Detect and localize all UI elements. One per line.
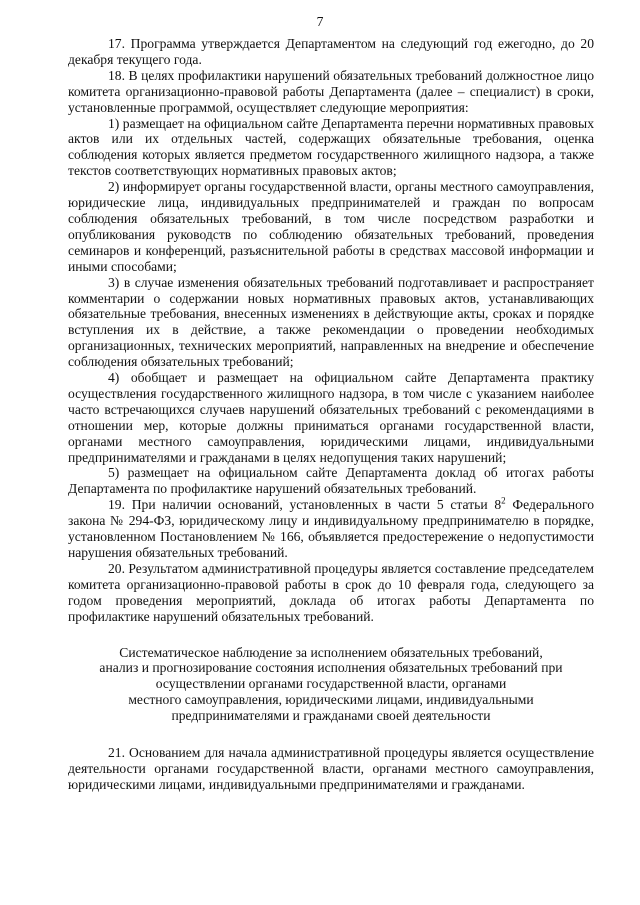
heading-line: предпринимателями и гражданами своей деятельности bbox=[171, 708, 491, 724]
paragraph-18-item-3: 3) в случае изменения обязательных требований подготавливает и распространяет комментарии о содержании новых нормативных правовых актов, устанавливающих обязательные требования, внесенных изменениях в действующие акты, сроках и порядке вступления их в действие, а также рекомендации о проведении необходимых организационных, технических мероприятий, направленных на внедрение и обеспечение соблюдения обязательных требований; bbox=[68, 274, 594, 370]
paragraph-19-start: 19. При наличии оснований, установленных в части 5 статьи 8 bbox=[108, 497, 502, 513]
heading-line: местного самоуправления, юридическими лицами, индивидуальными bbox=[128, 692, 534, 708]
paragraph-18-item-1: 1) размещает на официальном сайте Департамента перечни нормативных правовых актов или их отдельных частей, содержащих обязательные требования, оценка соблюдения которых является предметом государственного жилищного надзора, а также текстов соответствующих нормативных правовых актов; bbox=[68, 115, 594, 179]
heading-line: осуществлении органами государственной власти, органами bbox=[155, 676, 507, 692]
article-superscript: 2 bbox=[501, 495, 506, 506]
heading-line: анализ и прогнозирование состояния исполнения обязательных требований при bbox=[99, 660, 563, 676]
paragraph-18: 18. В целях профилактики нарушений обязательных требований должностное лицо комитета организационно-правовой работы Департамента (далее – специалист) в сроки, установленные программой, осуществляет следующие мероприятия: bbox=[68, 67, 594, 115]
paragraph-18-item-5: 5) размещает на официальном сайте Департамента доклад об итогах работы Департамента по профилактике нарушений обязательных требований. bbox=[68, 465, 594, 497]
paragraph-20: 20. Результатом административной процедуры является составление председателем комитета организационно-правовой работы в срок до 10 февраля года, следующего за годом проведения мероприятий, доклада об итогах работы Департамента по профилактике нарушений обязательных требований. bbox=[68, 560, 594, 624]
paragraph-18-item-2: 2) информирует органы государственной власти, органы местного самоуправления, юридические лица, индивидуальных предпринимателей и граждан по вопросам соблюдения обязательных требований, в том числе посредством разработки и опубликования руководств по соблюдению обязательных требований, проведения семинаров и конференций, разъяснительной работы в средствах массовой информации и иными способами; bbox=[68, 179, 594, 274]
paragraph-17: 17. Программа утверждается Департаментом на следующий год ежегодно, до 20 декабря текущего года. bbox=[68, 36, 594, 67]
section-heading bbox=[68, 645, 594, 725]
paragraph-19 bbox=[68, 497, 594, 561]
document-body bbox=[68, 36, 594, 793]
page-number: 7 bbox=[316, 14, 324, 29]
heading-line: Систематическое наблюдение за исполнением обязательных требований, bbox=[119, 644, 543, 660]
paragraph-18-item-4: 4) обобщает и размещает на официальном сайте Департамента практику осуществления государственного жилищного надзора, в том числе с указанием наиболее часто встречающихся случаев нарушений обязательных требований с рекомендациями в отношении мер, которые должны приниматься органами государственной власти, органами местного самоуправления, юридическими лицами, индивидуальными предпринимателями и гражданами в целях недопущения таких нарушений; bbox=[68, 370, 594, 465]
paragraph-21: 21. Основанием для начала административной процедуры является осуществление деятельности органами государственной власти, органами местного самоуправления, юридическими лицами, индивидуальными предпринимателями и гражданами. bbox=[68, 745, 594, 792]
paragraph-19-end: Федерального закона № 294-ФЗ, юридическому лицу и индивидуальному предпринимателю в порядке, установленном Постановлением № 166, объявляется предостережение о недопустимости нарушения обязательных требований. bbox=[68, 497, 595, 560]
